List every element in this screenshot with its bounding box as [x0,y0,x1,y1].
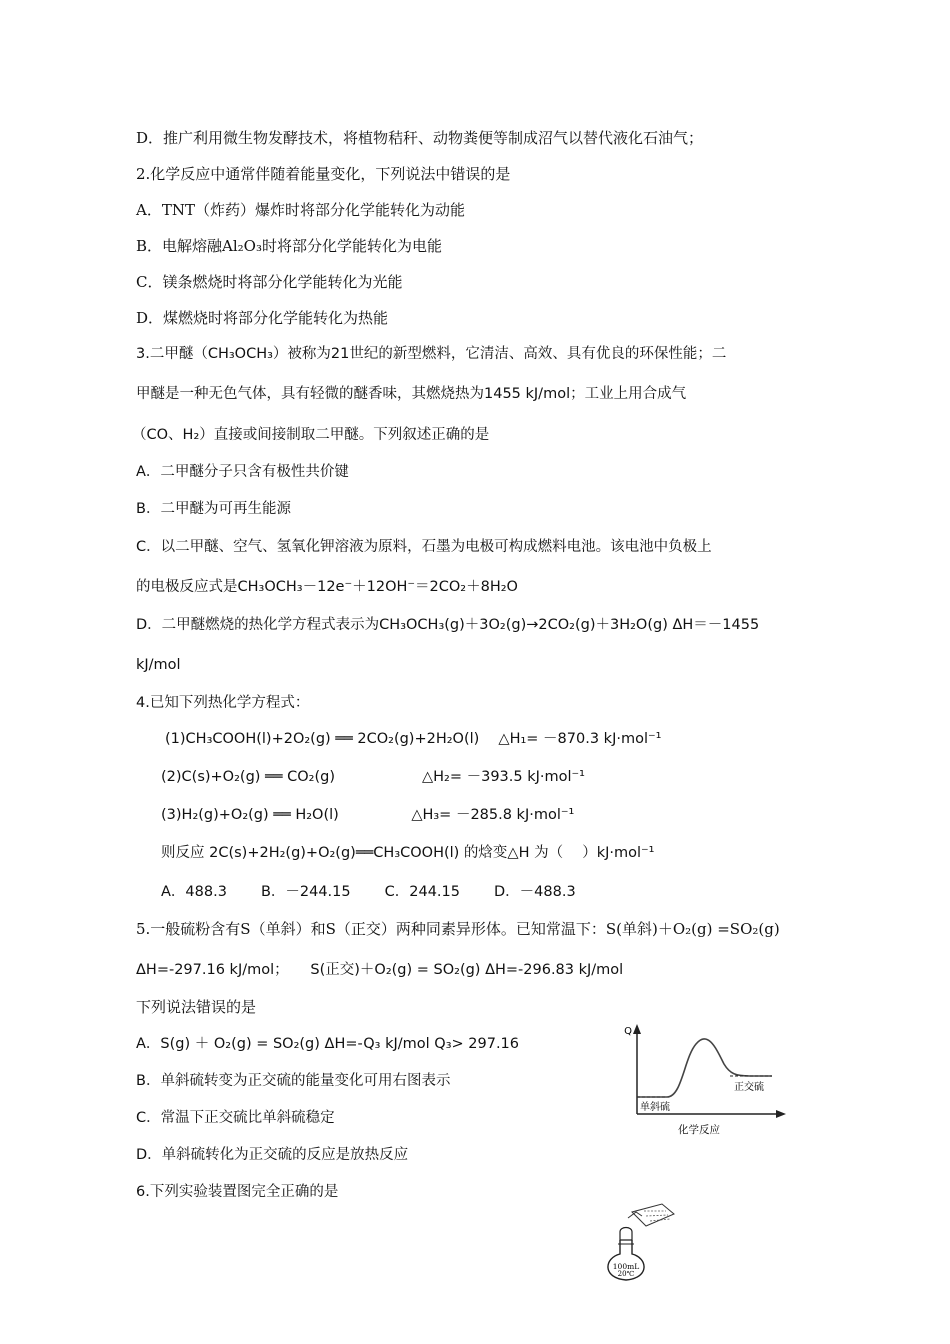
q2-stem: 2.化学反应中通常伴随着能量变化，下列说法中错误的是 [136,165,511,183]
flask-label-volume: 100mL [612,1262,640,1271]
q5-option-c: C．常温下正交硫比单斜硫稳定 [136,1110,335,1126]
q3-option-c-line2: 的电极反应式是CH₃OCH₃－12e⁻＋12OH⁻＝2CO₂＋8H₂O [136,579,518,595]
x-axis-label: 化学反应 [678,1124,720,1136]
funnel-icon [620,1228,632,1241]
q5-option-d: D．单斜硫转化为正交硫的反应是放热反应 [136,1147,409,1163]
q2-option-c: C．镁条燃烧时将部分化学能转化为光能 [136,273,403,291]
flask-label-temperature: 20℃ [617,1270,635,1278]
q4-option-b: B．－244.15 [260,884,351,900]
q4-stem: 4.已知下列热化学方程式： [136,695,310,711]
volumetric-flask-figure [596,1196,686,1286]
q3-option-a: A．二甲醚分子只含有极性共价键 [136,464,349,480]
end-label: 正交硫 [734,1082,764,1093]
q5-option-a: A．S(g) ＋ O₂(g) = SO₂(g) ΔH=-Q₃ kJ/mol Q₃> 297.16 [136,1036,520,1052]
q3-option-b: B．二甲醚为可再生能源 [136,501,291,517]
q5-stem-line2: ΔH=-297.16 kJ/mol； S(正交)＋O₂(g) = SO₂(g) ΔH=-296.83 kJ/mol [136,962,624,978]
q3-option-c-line1: C．以二甲醚、空气、氢氧化钾溶液为原料，石墨为电极可构成燃料电池。该电池中负极上 [136,539,712,555]
q4-equation-3: (3)H₂(g)+O₂(g) ══ H₂O(l) △H₃= －285.8 kJ·mol⁻¹ [161,807,575,823]
q5-stem-line1: 5.一般硫粉含有S（单斜）和S（正交）两种同素异形体。已知常温下：S(单斜)＋O₂(g) =SO₂(g) [136,920,780,938]
q4-equation-1: (1)CH₃COOH(l)+2O₂(g) ══ 2CO₂(g)+2H₂O(l) △H₁= －870.3 kJ·mol⁻¹ [165,731,662,747]
q5-option-b: B．单斜硫转变为正交硫的能量变化可用右图表示 [136,1073,451,1089]
energy-diagram [612,1018,792,1142]
y-axis-arrow-icon [633,1024,641,1034]
q2-option-a: A．TNT（炸药）爆炸时将部分化学能转化为动能 [136,201,465,219]
q3-stem-line1: 3.二甲醚（CH₃OCH₃）被称为21世纪的新型燃料，它清洁、高效、具有优良的环保性能；二 [136,346,727,362]
q4-option-c: C．244.15 [384,884,460,900]
q4-equation-2: (2)C(s)+O₂(g) ══ CO₂(g) △H₂= －393.5 kJ·mol⁻¹ [161,769,585,785]
q3-stem-line3: （CO、H₂）直接或间接制取二甲醚。下列叙述正确的是 [132,427,490,443]
q3-stem-line2: 甲醚是一种无色气体，具有轻微的醚香味，其燃烧热为1455 kJ/mol；工业上用合成气 [136,386,687,402]
q4-options [161,882,610,902]
q3-option-d-line2: kJ/mol [136,657,181,673]
start-label: 单斜硫 [640,1102,670,1113]
q2-option-b: B．电解熔融Al₂O₃时将部分化学能转化为电能 [136,237,442,255]
q4-option-a: A．488.3 [161,884,227,900]
q4-question: 则反应 2C(s)+2H₂(g)+O₂(g)══CH₃COOH(l) 的焓变△H 为（ ）kJ·mol⁻¹ [161,845,655,861]
q3-option-d-line1: D．二甲醚燃烧的热化学方程式表示为CH₃OCH₃(g)＋3O₂(g)→2CO₂(g)＋3H₂O(g) ΔH＝－1455 [136,617,760,633]
q4-option-d: D．－488.3 [494,884,576,900]
q5-stem-line3: 下列说法错误的是 [136,998,257,1016]
x-axis-arrow-icon [776,1110,786,1118]
q1-option-d: D．推广利用微生物发酵技术，将植物秸秆、动物粪便等制成沼气以替代液化石油气； [136,129,704,147]
q2-option-d: D．煤燃烧时将部分化学能转化为热能 [136,309,389,327]
y-axis-label: Q [624,1026,632,1037]
q6-stem: 6.下列实验装置图完全正确的是 [136,1184,339,1200]
